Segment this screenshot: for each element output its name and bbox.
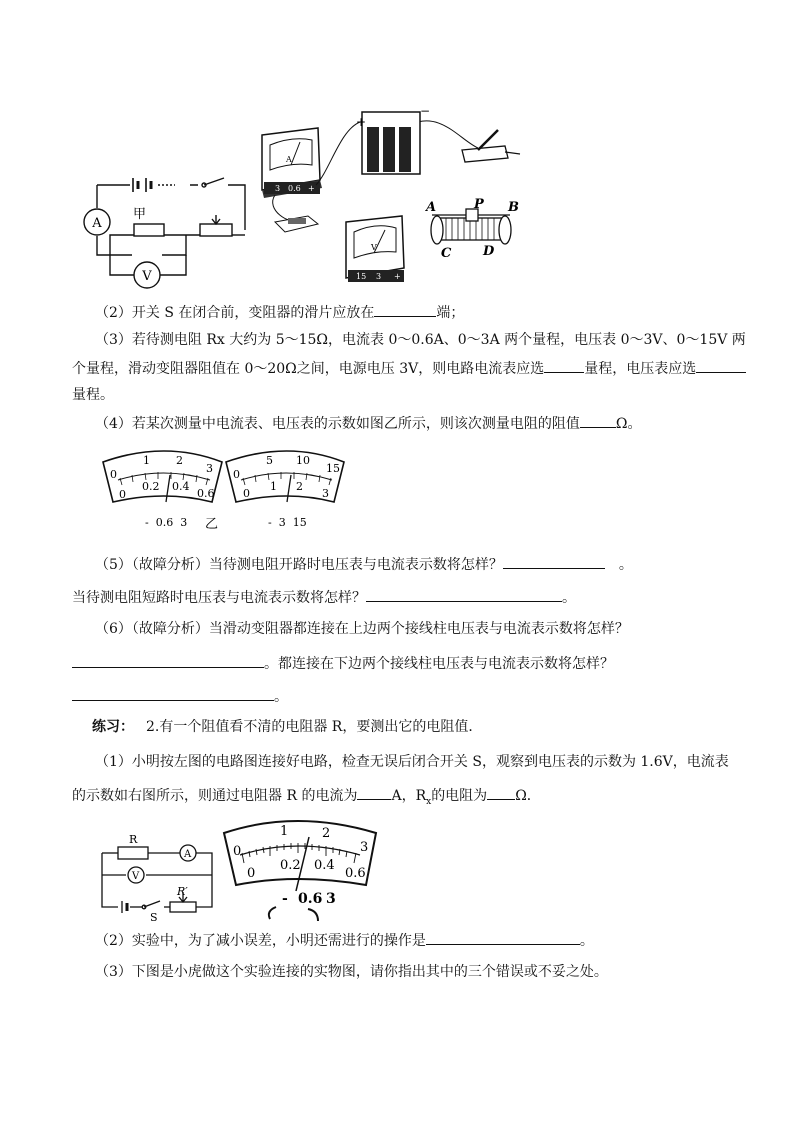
voltmeter-terminal-plus: + — [394, 272, 401, 281]
fig3-resistor-label: R — [129, 833, 138, 846]
fig3-ammeter-dial — [224, 821, 376, 921]
q3-blank-ammeter[interactable] — [544, 358, 584, 373]
apparatus-rheostat — [431, 209, 511, 244]
p2-blank[interactable] — [426, 930, 580, 945]
p1-blank-current[interactable] — [357, 785, 391, 800]
figure-2 — [0, 440, 794, 540]
q6-blank-bottom[interactable] — [72, 686, 274, 701]
q2-blank[interactable] — [374, 302, 436, 317]
ammeter-terminal-3: 3 — [275, 184, 281, 193]
practice-p2: （2）实验中，为了减小误差，小明还需进行的操作是 。 — [95, 930, 594, 951]
fig2-voltmeter-top-5: 5 — [266, 454, 273, 467]
ammeter-terminal-0.6: 0.6 — [288, 184, 301, 193]
q5-blank-short[interactable] — [366, 587, 562, 602]
fig2-ammeter-top-0: 0 — [110, 468, 117, 481]
q5-blank-open[interactable] — [503, 554, 605, 569]
fig2-ammeter-bottom-0.6: 0.6 — [197, 487, 215, 500]
apparatus-ammeter — [262, 128, 322, 198]
fig3-terminal-3: 3 — [326, 891, 336, 907]
rheostat-letter-D: D — [483, 244, 495, 259]
fig2-voltmeter-terminals: - 3 15 — [268, 516, 307, 529]
fig3-circuit — [102, 845, 212, 913]
question-3-line2: 个量程，滑动变阻器阻值在 0～20Ω之间，电源电压 3V，则电路电流表应选 量程，电压表应选 — [72, 358, 746, 379]
switch-symbol — [198, 178, 228, 190]
rheostat-letter-C: C — [441, 246, 452, 261]
ammeter-face-letter: A — [286, 155, 292, 164]
fig3-meter-top-3: 3 — [360, 840, 369, 855]
fig2-ammeter-top-3: 3 — [206, 462, 213, 475]
fig2-ammeter-bottom-0.4: 0.4 — [172, 480, 190, 493]
q3-blank-voltmeter[interactable] — [696, 358, 746, 373]
fig3-ammeter-symbol: A — [184, 849, 192, 860]
fig3-meter-top-1: 1 — [280, 824, 289, 839]
question-5-line1: （5）（故障分析）当待测电阻开路时电压表与电流表示数将怎样？ 。 — [95, 554, 633, 575]
practice-p1-line2: 的示数如右图所示，则通过电阻器 R 的电流为 A，$R_x$的电阻为 Ω． — [72, 785, 541, 812]
question-5-line2: 当待测电阻短路时电压表与电流表示数将怎样？ 。 — [72, 587, 576, 608]
fig3-meter-bottom-0.2: 0.2 — [280, 858, 301, 873]
fig3-meter-top-2: 2 — [322, 826, 331, 841]
fig2-voltmeter-bottom-0: 0 — [243, 487, 250, 500]
question-6-line1: （6）（故障分析）当滑动变阻器都连接在上边两个接线柱电压表与电流表示数将怎样？ — [95, 621, 629, 637]
ammeter-terminal-plus: + — [308, 184, 315, 193]
fig3-meter-bottom-0.6: 0.6 — [345, 866, 366, 881]
circuit-label-jia: 甲 — [133, 207, 147, 222]
fig2-ammeter-top-2: 2 — [176, 454, 183, 467]
fig2-ammeter-bottom-0: 0 — [119, 488, 126, 501]
question-2: （2）开关 S 在闭合前，变阻器的滑片应放在 端； — [95, 302, 464, 323]
apparatus-voltmeter — [346, 216, 404, 282]
fig3-terminal-0.6: 0.6 — [298, 891, 323, 907]
fig3-meter-top-0: 0 — [233, 844, 242, 859]
q4-blank[interactable] — [580, 413, 616, 428]
question-3-line3: 量程。 — [72, 387, 114, 403]
fig2-voltmeter-dial — [226, 451, 344, 529]
apparatus-switch — [462, 130, 520, 162]
rheostat-letter-B: B — [508, 200, 519, 215]
battery-symbol — [130, 178, 190, 192]
figure-1 — [0, 0, 794, 300]
battery-minus: − — [420, 104, 431, 118]
fig2-voltmeter-top-15: 15 — [326, 462, 340, 475]
fig2-caption: 乙 — [205, 517, 219, 532]
fig3-meter-bottom-0: 0 — [247, 866, 256, 881]
rheostat-letter-P: P — [474, 197, 484, 212]
fig3-terminal-minus: - — [282, 891, 288, 907]
fig2-ammeter-terminals: - 0.6 3 — [145, 516, 188, 529]
question-4: （4）若某次测量中电流表、电压表的示数如图乙所示，则该次测量电阻的阻值 Ω。 — [95, 413, 642, 434]
fig2-voltmeter-bottom-1: 1 — [270, 480, 277, 493]
p1-blank-resistance[interactable] — [487, 785, 515, 800]
voltmeter-symbol: V — [142, 269, 152, 284]
battery-plus: + — [356, 115, 367, 129]
fig2-voltmeter-bottom-3: 3 — [322, 487, 329, 500]
fig2-voltmeter-top-10: 10 — [296, 454, 310, 467]
practice-p3: （3）下图是小虎做这个实验连接的实物图，请你指出其中的三个错误或不妥之处。 — [95, 964, 608, 980]
fig3-meter-bottom-0.4: 0.4 — [314, 858, 335, 873]
fig3-rheostat-label: R′ — [177, 885, 188, 898]
fig3-switch-label: S — [150, 911, 158, 924]
ammeter-symbol: A — [92, 216, 102, 231]
fig2-voltmeter-bottom-2: 2 — [296, 480, 303, 493]
voltmeter-terminal-15: 15 — [356, 272, 367, 281]
fig2-voltmeter-top-0: 0 — [233, 468, 240, 481]
apparatus-battery — [356, 104, 430, 174]
fig3-voltmeter-symbol: V — [132, 871, 140, 882]
voltmeter-terminal-3: 3 — [376, 272, 382, 281]
rheostat-letter-A: A — [426, 200, 437, 215]
voltmeter-face-letter: V — [371, 243, 377, 252]
practice-p1-line1: （1）小明按左图的电路图连接好电路，检查无误后闭合开关 S，观察到电压表的示数为 1.6V，电流表 — [95, 754, 729, 770]
question-3-line1: （3）若待测电阻 Rx 大约为 5～15Ω，电流表 0～0.6A、0～3A 两个量程，电压表 0～3V、0～15V 两 — [95, 332, 746, 348]
fig2-ammeter-bottom-0.2: 0.2 — [142, 480, 160, 493]
figure-3 — [0, 815, 794, 925]
apparatus-resistor — [275, 216, 318, 232]
q6-blank-top[interactable] — [72, 653, 264, 668]
question-6-line3: 。 — [72, 686, 288, 707]
question-6-line2: 。都连接在下边两个接线柱电压表与电流表示数将怎样？ — [72, 653, 614, 674]
circuit-diagram — [97, 185, 245, 255]
fig2-ammeter-top-1: 1 — [143, 454, 150, 467]
practice-intro: 练习： 2.有一个阻值看不清的电阻器 R，要测出它的电阻值． — [92, 719, 483, 735]
